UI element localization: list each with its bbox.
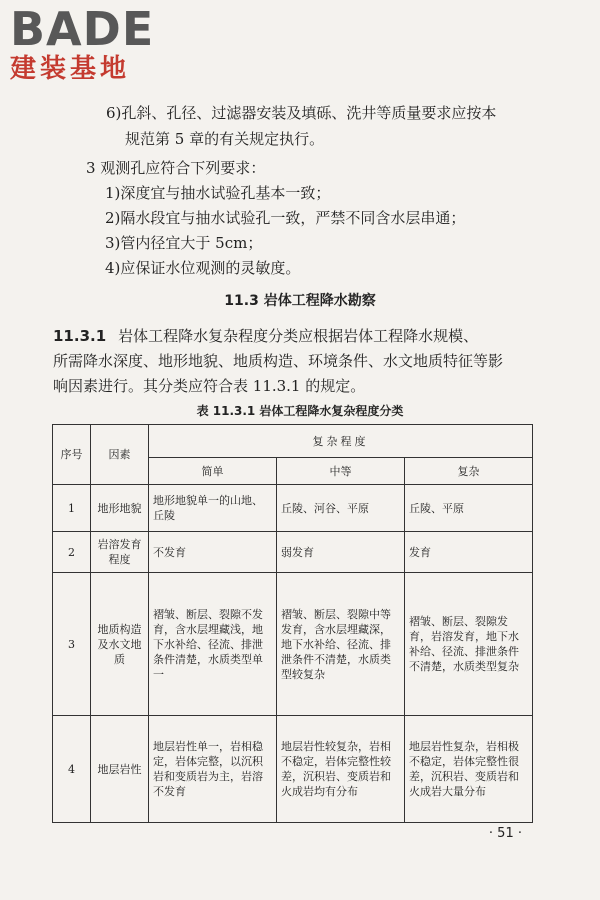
row-no: 1	[53, 485, 91, 532]
requirement-1: 1)深度宜与抽水试验孔基本一致；	[105, 184, 331, 202]
row-factor: 地形地貌	[91, 485, 149, 532]
cell-complex: 地层岩性复杂，岩相极不稳定，岩体完整性很差，沉积岩、变质岩和火成岩大量分布	[405, 716, 533, 823]
section-title: 11.3 岩体工程降水勘察	[224, 293, 376, 309]
table-row	[53, 532, 533, 573]
cell-medium: 弱发育	[277, 532, 405, 573]
header-simple: 简单	[149, 458, 277, 485]
bade-logo	[10, 2, 180, 84]
table-row	[53, 485, 533, 532]
clause-line-2: 所需降水深度、地形地貌、地质构造、环境条件、水文地质特征等影	[53, 352, 504, 370]
row-factor: 地层岩性	[91, 716, 149, 823]
cell-complex: 发育	[405, 532, 533, 573]
row-no: 3	[53, 573, 91, 716]
cell-medium: 丘陵、河谷、平原	[277, 485, 405, 532]
clause-line-3: 响因素进行。其分类应符合表 11.3.1 的规定。	[53, 377, 366, 395]
table-row	[53, 573, 533, 716]
page-number: · 51 ·	[488, 826, 522, 841]
requirement-2: 2)隔水段宜与抽水试验孔一致，严禁不同含水层串通；	[105, 209, 466, 227]
row-no: 4	[53, 716, 91, 823]
cell-simple: 褶皱、断层、裂隙不发育，含水层埋藏浅，地下水补给、径流、排泄条件清楚，水质类型单一	[149, 573, 277, 716]
cell-complex: 褶皱、断层、裂隙发育，岩溶发育，地下水补给、径流、排泄条件不清楚，水质类型复杂	[405, 573, 533, 716]
cell-complex: 丘陵、平原	[405, 485, 533, 532]
header-complexity: 复杂程度	[149, 425, 533, 458]
header-no: 序号	[53, 425, 91, 485]
cell-simple: 地层岩性单一，岩相稳定，岩体完整，以沉积岩和变质岩为主，岩溶不发育	[149, 716, 277, 823]
logo-subtitle: 建装基地	[10, 54, 131, 84]
item-6-line1: 6)孔斜、孔径、过滤器安装及填砾、洗井等质量要求应按本	[106, 104, 497, 122]
complexity-table	[52, 424, 533, 823]
cell-simple: 不发育	[149, 532, 277, 573]
clause-text-1: 岩体工程降水复杂程度分类应根据岩体工程降水规模、	[118, 327, 479, 345]
cell-simple: 地形地貌单一的山地、丘陵	[149, 485, 277, 532]
table-caption: 表 11.3.1 岩体工程降水复杂程度分类	[196, 404, 404, 418]
table-row	[53, 716, 533, 823]
requirement-4: 4)应保证水位观测的灵敏度。	[105, 259, 301, 277]
table-header-row	[53, 425, 533, 458]
clause-number: 11.3.1	[53, 327, 107, 345]
header-medium: 中等	[277, 458, 405, 485]
header-factor: 因素	[91, 425, 149, 485]
row-no: 2	[53, 532, 91, 573]
row-factor: 地质构造及水文地质	[91, 573, 149, 716]
header-complex: 复杂	[405, 458, 533, 485]
requirement-3: 3)管内径宜大于 5cm；	[105, 234, 263, 252]
cell-medium: 褶皱、断层、裂隙中等发育，含水层埋藏深，地下水补给、径流、排泄条件不清楚，水质类型较复杂	[277, 573, 405, 716]
item-6-line2: 规范第 5 章的有关规定执行。	[125, 130, 325, 148]
clause-line-1	[53, 326, 478, 346]
cell-medium: 地层岩性较复杂，岩相不稳定，岩体完整性较差，沉积岩、变质岩和火成岩均有分布	[277, 716, 405, 823]
row-factor: 岩溶发育程度	[91, 532, 149, 573]
item-3-heading: 3 观测孔应符合下列要求：	[86, 159, 266, 177]
logo-wordmark: BADE	[10, 2, 155, 56]
